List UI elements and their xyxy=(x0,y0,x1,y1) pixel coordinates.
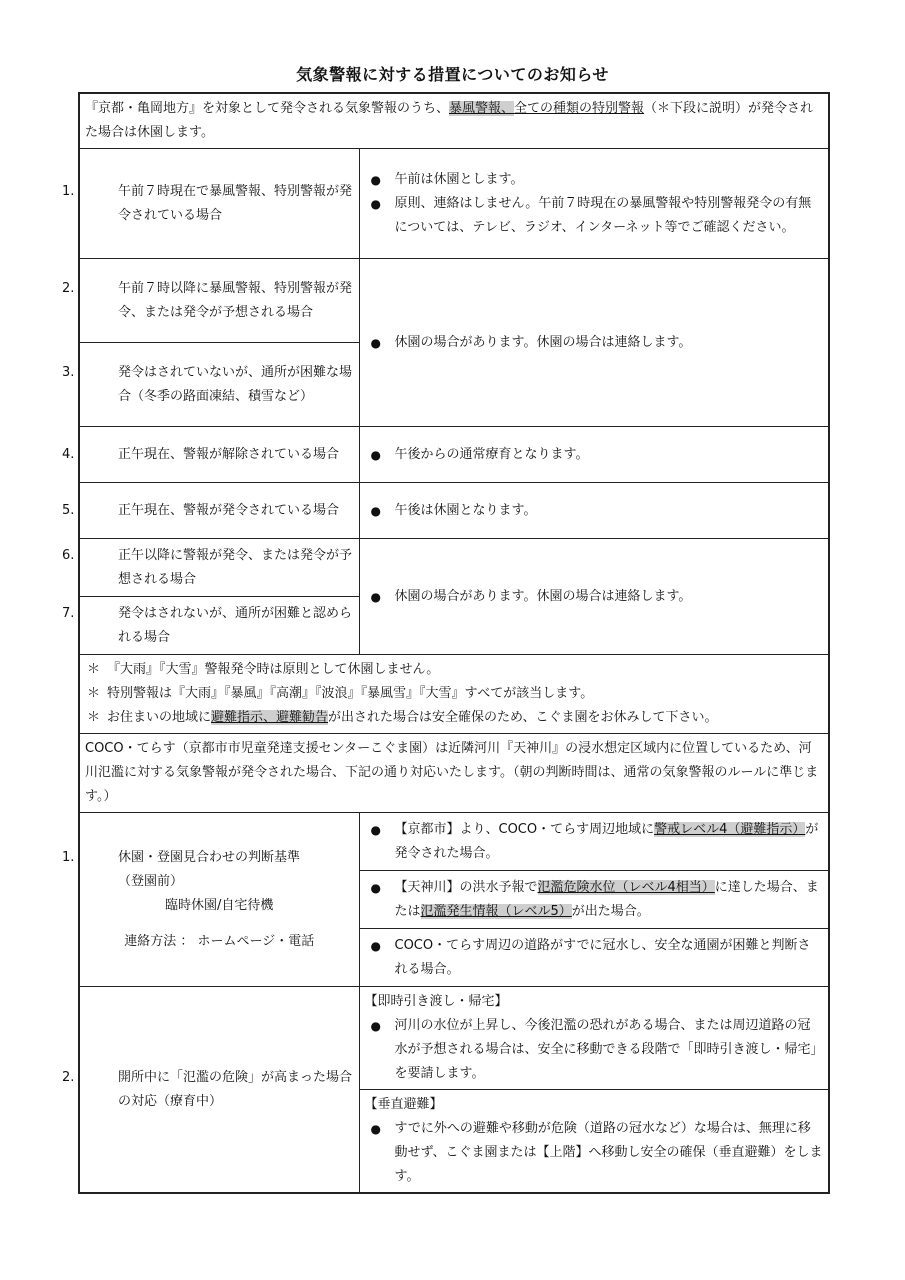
warning-table xyxy=(62,92,830,1194)
list-item: ● 午後は休園となります。 xyxy=(365,499,824,523)
evacuation-highlight: 避難指示、避難勧告 xyxy=(211,710,329,725)
response-cell xyxy=(359,871,829,929)
response-cell xyxy=(359,539,829,655)
action-label: 臨時休園/自宅待機 xyxy=(165,897,274,913)
notes-cell xyxy=(79,655,829,734)
table-row xyxy=(79,149,829,259)
condition-cell: 1. 午前７時現在で暴風警報、特別警報が発令されている場合 xyxy=(79,149,359,259)
table-row xyxy=(79,987,829,1090)
condition-cell: 2. 午前７時以降に暴風警報、特別警報が発令、または発令が予想される場合 xyxy=(79,259,359,343)
list-item: ● 休園の場合があります。休園の場合は連絡します。 xyxy=(365,331,824,355)
response-cell xyxy=(359,427,829,483)
table-row xyxy=(79,483,829,539)
response-cell xyxy=(359,929,829,987)
notice-sheet xyxy=(62,92,828,1194)
table-row xyxy=(79,427,829,483)
danger-level-highlight: 氾濫危険水位（レベル4相当） xyxy=(537,879,715,895)
list-item: ● 原則、連絡はしません。午前７時現在の暴風警報や特別警報発令の有無については、テレビ、ラジオ、インターネット等でご確認ください。 xyxy=(365,192,824,240)
table-row xyxy=(79,813,829,871)
table-row xyxy=(79,259,829,343)
response-cell xyxy=(359,987,829,1090)
contact-method: 連絡方法 ： ホームページ・電話 xyxy=(124,933,315,949)
section-heading: 【垂直避難】 xyxy=(364,1097,443,1112)
condition-cell: 7. 発令はされないが、通所が困難と認められる場合 xyxy=(79,597,359,655)
flood-info-highlight: 氾濫発生情報（レベル5） xyxy=(420,903,572,919)
list-item: ● 休園の場合があります。休園の場合は連絡します。 xyxy=(365,585,824,609)
list-item: ● すでに外への避難や移動が危険（道路の冠水など）な場合は、無理に移動せず、こぐま園または【上階】へ移動し安全の確保（垂直避難）をします。 xyxy=(365,1117,824,1189)
list-item: ● 河川の水位が上昇し、今後氾濫の恐れがある場合、または周辺道路の冠水が予想される場合は、安全に移動できる段階で「即時引き渡し・帰宅」を要請します。 xyxy=(365,1014,824,1086)
flood-intro-row xyxy=(79,734,829,813)
intro-row xyxy=(79,93,829,149)
alert-level-highlight: 警戒レベル4（避難指示） xyxy=(654,821,806,837)
storm-warning-highlight: 暴風警報、 xyxy=(449,101,515,116)
condition-cell: 4. 正午現在、警報が解除されている場合 xyxy=(79,427,359,483)
table-row xyxy=(79,539,829,597)
response-cell xyxy=(359,1090,829,1194)
page-title: 気象警報に対する措置についてのお知らせ xyxy=(296,65,609,84)
note-item: ＊ お住まいの地域に避難指示、避難勧告が出された場合は安全確保のため、こぐま園をお休みして下さい。 xyxy=(85,706,823,730)
condition-cell: 2. 開所中に「氾濫の危険」が高まった場合の対応（療育中） xyxy=(79,987,359,1194)
list-item: ● 午後からの通常療育となります。 xyxy=(365,443,824,467)
response-cell xyxy=(359,259,829,427)
flood-intro-cell: COCO・てらす（京都市市児童発達支援センターこぐま園）は近隣河川『天神川』の浸水想定区域内に位置しているため、河川氾濫に対する気象警報が発令された場合、下記の通り対応いたします。（朝の判断時間は、通常の気象警報のルールに準じます。） xyxy=(79,734,829,813)
list-item: ● COCO・てらす周辺の道路がすでに冠水し、安全な通園が困難と判断される場合。 xyxy=(365,934,824,982)
section-heading: 【即時引き渡し・帰宅】 xyxy=(364,994,508,1009)
condition-cell: 6. 正午以降に警報が発令、または発令が予想される場合 xyxy=(79,539,359,597)
note-item: ＊ 『大雨』『大雪』警報発令時は原則として休園しません。 xyxy=(85,658,823,682)
condition-cell: 5. 正午現在、警報が発令されている場合 xyxy=(79,483,359,539)
list-item: ● 【天神川】の洪水予報で氾濫危険水位（レベル4相当）に達した場合、または氾濫発生情報（レベル5）が出た場合。 xyxy=(365,876,824,924)
response-cell xyxy=(359,149,829,259)
list-item: ● 【京都市】より、COCO・てらす周辺地域に警戒レベル4（避難指示）が発令された場合。 xyxy=(365,818,824,866)
response-cell xyxy=(359,483,829,539)
note-item: ＊ 特別警報は『大雨』『暴風』『高潮』『波浪』『暴風雪』『大雪』すべてが該当します。 xyxy=(85,682,823,706)
special-warning-highlight: 全ての種類の特別警報 xyxy=(514,101,645,116)
response-cell xyxy=(359,813,829,871)
list-item: ● 午前は休園とします。 xyxy=(365,168,824,192)
intro-cell: 『京都・亀岡地方』を対象として発令される気象警報のうち、暴風警報、全ての種類の特別警報（＊下段に説明）が発令された場合は休園します。 xyxy=(79,93,829,149)
flood-criteria-cell: 1. 休園・登園見合わせの判断基準 （登園前） 臨時休園/自宅待機 連絡方法 ： ホームページ・電話 xyxy=(79,813,359,987)
notes-row xyxy=(79,655,829,734)
condition-cell: 3. 発令はされていないが、通所が困難な場合（冬季の路面凍結、積雪など） xyxy=(79,343,359,427)
